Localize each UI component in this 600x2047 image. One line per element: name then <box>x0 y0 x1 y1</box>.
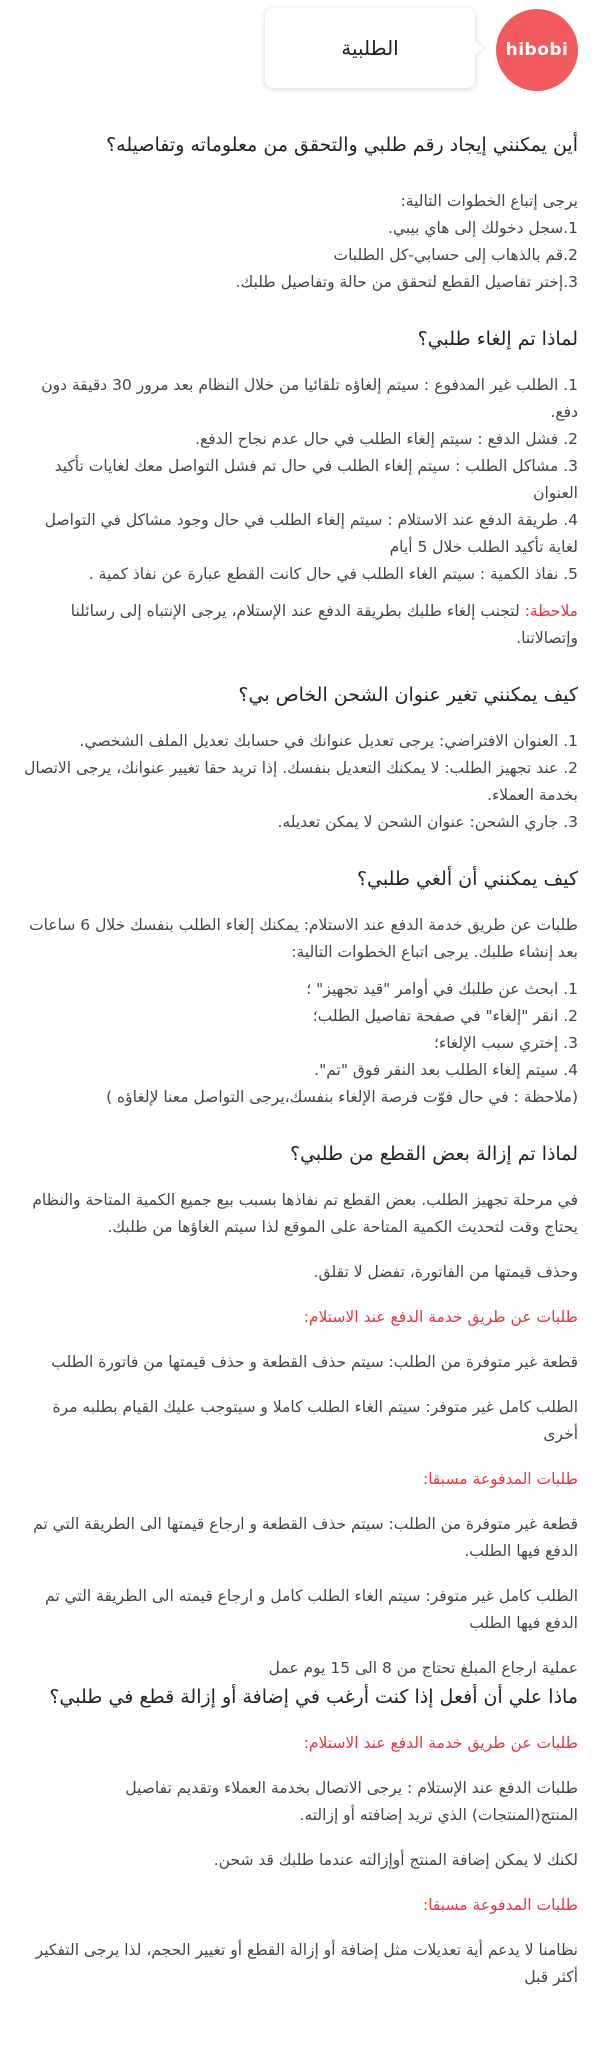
cod-label: طلبات عن طريق خدمة الدفع عند الاستلام: <box>303 1308 578 1326</box>
faq-note <box>16 598 578 652</box>
faq-list-item: 1. ابحث عن طلبك في أوامر "قيد تجهيز" ؛ <box>306 980 578 998</box>
faq-list-item: (ملاحظة : في حال فوّت فرصة الإلغاء بنفسك،يرجى التواصل معنا لإلغاؤه ) <box>106 1088 578 1106</box>
faq-text: طلبات الدفع عند الإستلام : يرجى الاتصال بخدمة العملاء وتقديم تفاصيل المنتج(المنتجات) الذي تريد إضافته أو إزالته. <box>125 1779 578 1824</box>
cod-label: طلبات عن طريق خدمة الدفع عند الاستلام: <box>303 1734 578 1752</box>
note-text: لتجنب إلغاء طلبك بطريقة الدفع عند الإستلام، يرجى الإنتباه إلى رسائلنا وإتصالاتنا. <box>70 602 578 647</box>
faq-heading-order-cancelled: لماذا تم إلغاء طلبي؟ <box>417 328 578 350</box>
faq-list-item: 3. إختري سبب الإلغاء؛ <box>433 1034 578 1052</box>
brand-logo-text: hibobi <box>505 40 569 60</box>
faq-list-item: 3. مشاكل الطلب : سيتم إلغاء الطلب في حال تم فشل التواصل معك لغايات تأكيد العنوان <box>54 457 578 502</box>
faq-heading-add-remove-items: ماذا علي أن أفعل إذا كنت أرغب في إضافة أو إزالة قطع في طلبي؟ <box>49 1686 578 1708</box>
faq-list-item: 4. طريقة الدفع عند الاستلام : سيتم إلغاء الطلب في حال وجود مشاكل في التواصل لغاية تأكيد الطلب خلال 5 أيام <box>44 511 578 556</box>
faq-text: في مرحلة تجهيز الطلب. بعض القطع تم نفاذها بسبب بيع جميع الكمية المتاحة والنظام يحتاج وقت لتحديث الكمية المتاحة على الموقع لذا سيتم الغاؤها من طلبك. <box>32 1191 578 1236</box>
faq-content <box>0 92 600 1991</box>
faq-text: قطعة غير متوفرة من الطلب: سيتم حذف القطعة و ارجاع قيمتها الى الطريقة التي تم الدفع فيها الطلب. <box>33 1515 578 1560</box>
brand-logo <box>496 9 578 91</box>
faq-list-item: 2. انقر "إلغاء" في صفحة تفاصيل الطلب؛ <box>312 1007 578 1025</box>
faq-text: وحذف قيمتها من الفاتورة، تفضل لا تقلق. <box>313 1263 578 1281</box>
faq-text: طلبات عن طريق خدمة الدفع عند الاستلام: يمكنك إلغاء الطلب بنفسك خلال 6 ساعات بعد إنشاء طلبك. يرجى اتباع الخطوات التالية: <box>29 916 578 961</box>
faq-heading-find-order: أين يمكنني إيجاد رقم طلبي والتحقق من معلوماته وتفاصيله؟ <box>106 134 578 156</box>
faq-list-item: 2.قم بالذهاب إلى حسابي-كل الطلبات <box>333 246 578 264</box>
faq-list-item: 1. العنوان الافتراضي: يرجى تعديل عنوانك في حسابك تعديل الملف الشخصي. <box>79 732 578 750</box>
faq-text: نظامنا لا يدعم أية تعديلات مثل إضافة أو إزالة القطع أو تغيير الحجم، لذا يرجى التفكير أكثر قبل <box>35 1941 578 1986</box>
faq-heading-items-removed: لماذا تم إزالة بعض القطع من طلبي؟ <box>290 1143 578 1165</box>
faq-list-item: 4. سيتم إلغاء الطلب بعد النقر فوق "تم". <box>314 1061 578 1079</box>
faq-text: لكنك لا يمكن إضافة المنتج أوإزالته عندما طلبك قد شحن. <box>213 1851 578 1869</box>
faq-heading-cancel-order: كيف يمكنني أن ألغي طلبي؟ <box>356 868 578 890</box>
page-title <box>265 8 475 88</box>
faq-text: يرجى إتباع الخطوات التالية: <box>400 192 578 210</box>
faq-list-item: 1. الطلب غير المدفوع : سيتم إلغاؤه تلقائيا من خلال النظام بعد مرور 30 دقيقة دون دفع. <box>41 376 578 421</box>
faq-heading-change-address: كيف يمكنني تغير عنوان الشحن الخاص بي؟ <box>238 684 578 706</box>
prepaid-label: طلبات المدفوعة مسبقا: <box>422 1896 578 1914</box>
faq-list-item: 2. فشل الدفع : سيتم إلغاء الطلب في حال عدم نجاح الدفع. <box>195 430 578 448</box>
top-bar <box>0 0 600 92</box>
page-title-text: الطلبية <box>341 36 399 60</box>
faq-list-item: 3. جاري الشحن: عنوان الشحن لا يمكن تعديله. <box>277 813 578 831</box>
faq-list-item: 3.إختر تفاصيل القطع لتحقق من حالة وتفاصيل طلبك. <box>235 273 578 291</box>
faq-list-item: 2. عند تجهيز الطلب: لا يمكنك التعديل بنفسك. إذا تريد حقا تغيير عنوانك، يرجى الاتصال بخدمة العملاء. <box>24 759 578 804</box>
prepaid-label: طلبات المدفوعة مسبقا: <box>422 1470 578 1488</box>
faq-text: الطلب كامل غير متوفر: سيتم الغاء الطلب كاملا و سيتوجب عليك القيام بطلبه مرة أخرى <box>52 1398 578 1443</box>
faq-list-item: 1.سجل دخولك إلى هاي بيبي. <box>387 219 578 237</box>
refund-duration: عملية ارجاع المبلغ تحتاج من 8 الى 15 يوم عمل <box>268 1659 578 1677</box>
faq-text: قطعة غير متوفرة من الطلب: سيتم حذف القطعة و حذف قيمتها من فاتورة الطلب <box>51 1353 578 1371</box>
note-label: ملاحظة: <box>524 602 578 620</box>
faq-list-item: 5. نفاذ الكمية : سيتم الغاء الطلب في حال كانت القطع عبارة عن نفاذ كمية . <box>88 565 578 583</box>
faq-text: الطلب كامل غير متوفر: سيتم الغاء الطلب كامل و ارجاع قيمته الى الطريقة التي تم الدفع فيها الطلب <box>45 1587 578 1632</box>
